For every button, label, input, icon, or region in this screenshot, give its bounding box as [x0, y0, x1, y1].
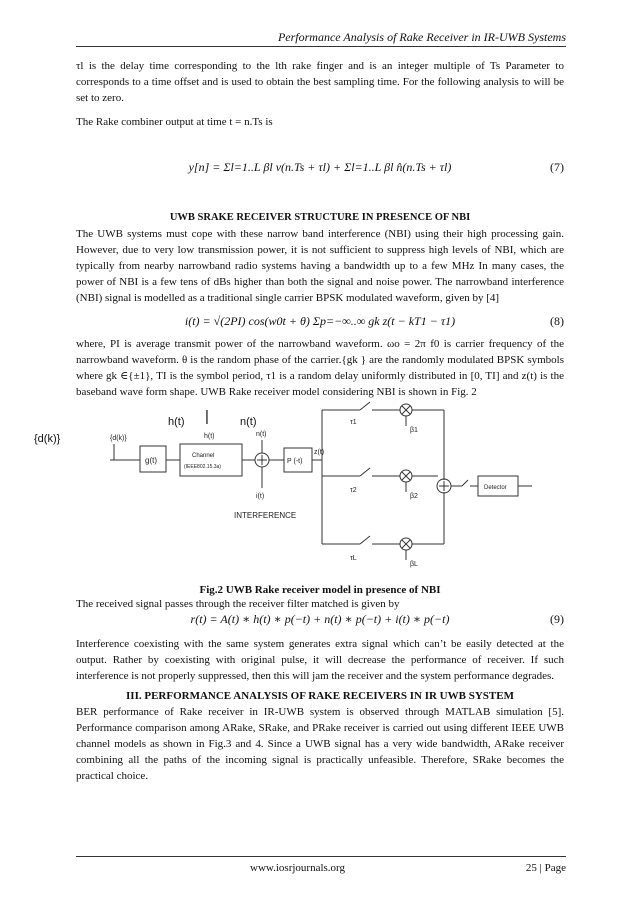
section-heading-nbi: UWB SRAKE RECEIVER STRUCTURE IN PRESENCE OF NBI — [169, 212, 471, 223]
label-gt: g(t) — [145, 456, 157, 465]
label-channel: Channel — [192, 453, 215, 459]
label-pt: P (-t) — [287, 458, 303, 465]
paragraph-interference-effect: Interference coexisting with the same system generates extra signal which can’t be easily detected at the output. Rather by coexisting with original pulse, it will decrease the performance of receiver. If such interference is not properly suppressed, then this will jam the receiver and the system performance degrades. — [76, 638, 564, 682]
label-channel-sub: (IEEE802.15.3a) — [184, 464, 221, 470]
paragraph-tau-definition: τl is the delay time corresponding to the lth rake finger and is an integer multiple of Ts Parameter to corresponds to a time offset and is used to obtain the best sampling time. For the following analysis to will be set to zero. — [76, 60, 564, 104]
label-betal: βL — [410, 561, 418, 568]
running-header: Performance Analysis of Rake Receiver in IR-UWB Systems — [277, 30, 566, 44]
switch-2 — [360, 468, 370, 476]
label-tau2: τ2 — [350, 487, 357, 494]
overlay-bar: | — [205, 408, 209, 425]
paragraph-nbi-symbols: where, PI is average transmit power of the narrowband waveform. ωo = 2π f0 is carrier frequency of the narrowband waveform. θ is the random phase of the carrier.{gk } are the randomly modulated BPSK symbols where gk ∈{±1}, TI is the symbol period, τ1 is a random delay uniformly distributed in [0, TI] and z(t) is the baseband wave form shape. UWB Rake receiver model considering NBI is shown in Fig. 2 — [76, 338, 564, 398]
label-beta2: β2 — [410, 493, 418, 500]
paragraph-ber-performance: BER performance of Rake receiver in IR-UWB system is observed through MATLAB simulation [5]. Performance comparison among ARake, SRake, and PRake receiver is carried out using different IEEE UWB channel models as shown in Fig.3 and 4. Since a UWB signal has a very wide bandwidth, ARake receiver combining all the paths of the incoming signal is practically unfeasible. Therefore, SRake becomes the practical choice. — [76, 706, 564, 782]
overlay-nt-label: n(t) — [240, 416, 257, 428]
equation-9-body: r(t) = A(t) ∗ h(t) ∗ p(−t) + n(t) ∗ p(−t) + i(t) ∗ p(−t) — [190, 612, 450, 626]
footer-rule — [76, 856, 566, 857]
figure-caption: Fig.2 UWB Rake receiver model in presence of NBI — [199, 584, 441, 596]
label-ht: h(t) — [204, 433, 215, 440]
label-interference: INTERFERENCE — [234, 511, 297, 520]
equation-9 — [76, 612, 564, 627]
label-it: i(t) — [256, 493, 265, 500]
equation-8 — [76, 314, 564, 329]
rake-receiver-diagram — [104, 400, 534, 580]
switch-l — [360, 536, 370, 544]
overlay-dk-label: {d(k)} — [34, 433, 61, 445]
label-zt: z(t) — [314, 449, 325, 456]
sampler-switch — [462, 480, 468, 486]
label-tau1: τ1 — [350, 419, 357, 426]
paragraph-nbi-intro: The UWB systems must cope with these narrow band interference (NBI) using their high processing gain. However, due to very low transmission power, it is not sufficient to suppress high levels of NBI, which are typically from nearby narrowband radio systems having a bandwidth up to a few MHz In many cases, the power of NBI is a few tens of dBs higher than both the signal and noise power. The narrowband interference (NBI) signal is modelled as a traditional single carrier BPSK modulated waveform, given by [4] — [76, 228, 564, 304]
header-rule — [76, 46, 566, 47]
equation-8-body: i(t) = √(2PI) cos(w0t + θ) Σp=−∞..∞ gk z(t − kT1 − τ1) — [184, 314, 456, 328]
equation-7-body: y[n] = Σl=1..L βl v(n.Ts + τl) + Σl=1..L βl n̂(n.Ts + τl) — [188, 160, 452, 174]
equation-7-number: (7) — [550, 160, 564, 174]
footer-url: www.iosrjournals.org — [250, 862, 346, 874]
label-taul: τL — [350, 555, 357, 562]
section-heading-3: III. PERFORMANCE ANALYSIS OF RAKE RECEIVERS IN IR UWB SYSTEM — [126, 690, 514, 702]
equation-8-number: (8) — [550, 314, 564, 328]
label-beta1: β1 — [410, 427, 418, 434]
label-dk: {d(k)} — [110, 435, 127, 442]
footer-page-number: 25 | Page — [525, 862, 566, 874]
switch-1 — [360, 402, 370, 410]
equation-9-number: (9) — [550, 612, 564, 626]
label-detector: Detector — [484, 485, 507, 491]
equation-7 — [76, 160, 564, 175]
overlay-ht-label: h(t) — [168, 416, 185, 428]
paragraph-rake-output-intro: The Rake combiner output at time t = n.Ts is — [76, 116, 273, 128]
paragraph-received-signal: The received signal passes through the receiver filter matched is given by — [76, 598, 400, 610]
channel-box — [180, 444, 242, 476]
label-nt: n(t) — [256, 431, 267, 438]
